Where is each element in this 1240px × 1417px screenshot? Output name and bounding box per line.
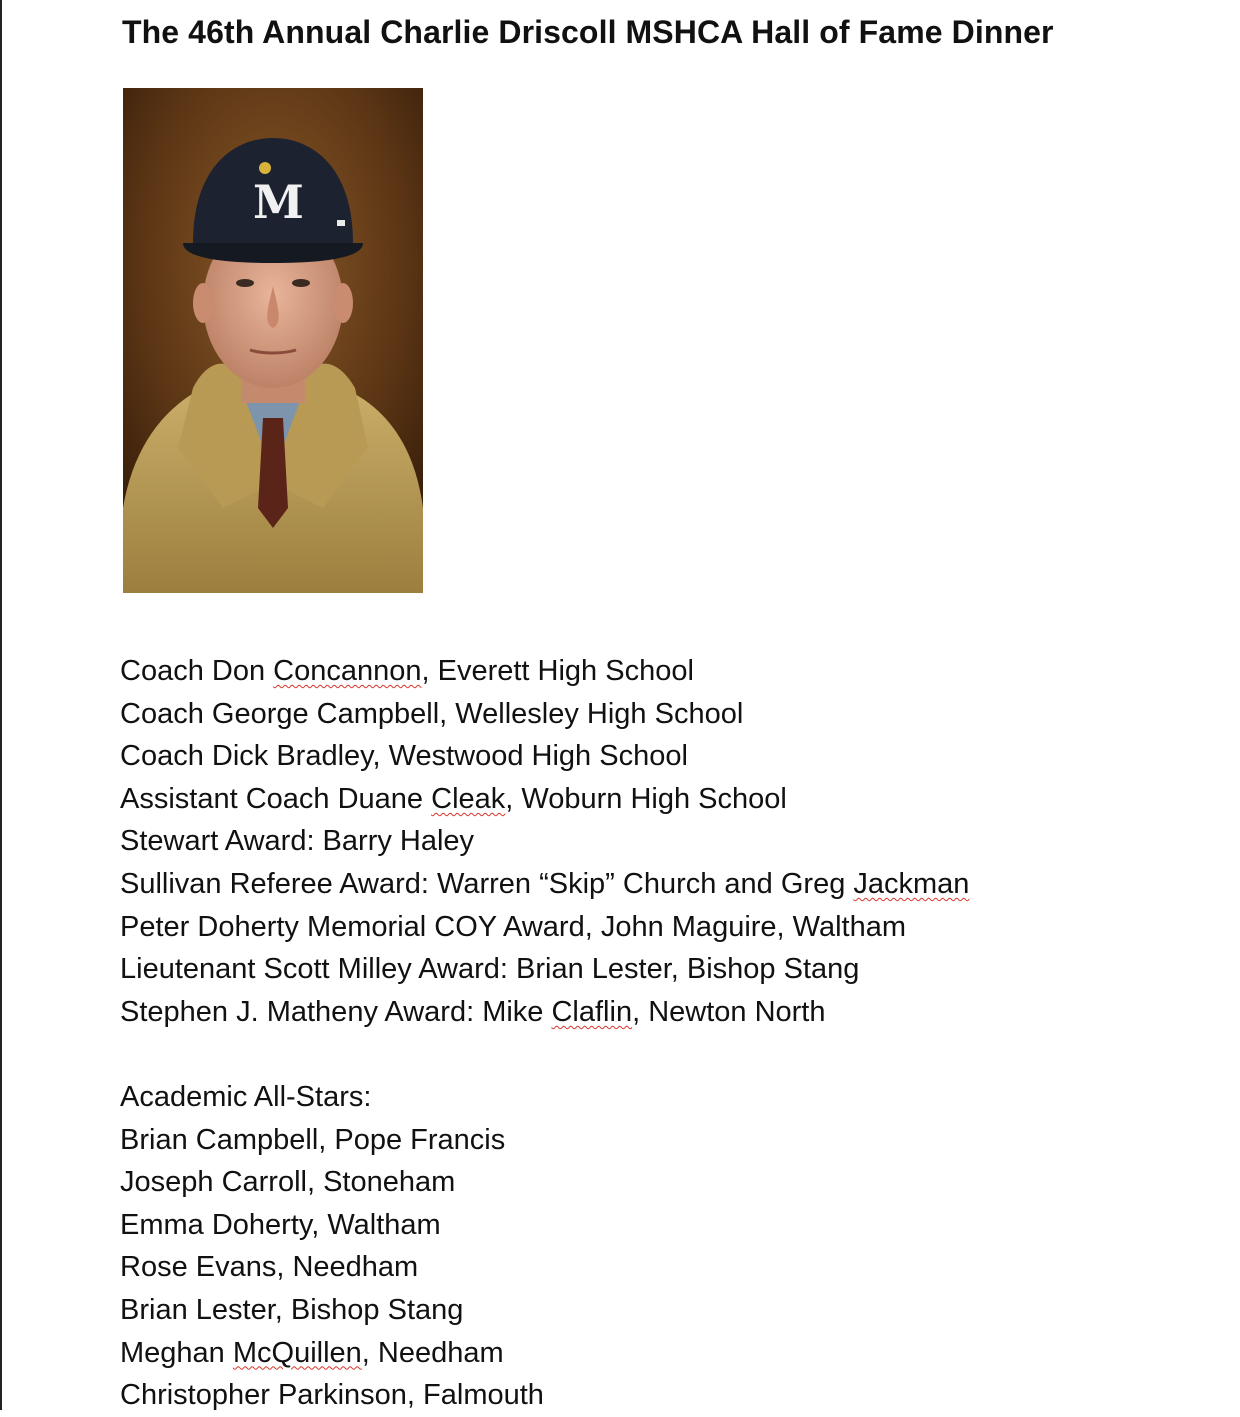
allstar-line-5: Brian Lester, Bishop Stang <box>120 1293 464 1326</box>
allstar-line-4: Rose Evans, Needham <box>120 1251 419 1284</box>
allstar-line-6: Meghan McQuillen, Needham <box>120 1336 504 1369</box>
spellcheck-word: Cleak <box>431 782 506 815</box>
spellcheck-word: Claflin <box>551 995 633 1028</box>
spellcheck-word: McQuillen <box>232 1336 362 1369</box>
award-line-5: Stewart Award: Barry Haley <box>120 825 475 858</box>
allstars-heading: Academic All-Stars: <box>120 1081 372 1113</box>
academic-allstars-list <box>120 1076 544 1417</box>
spellcheck-word: Concannon <box>273 655 422 687</box>
allstar-line-1: Brian Campbell, Pope Francis <box>120 1123 506 1156</box>
award-line-2: Coach George Campbell, Wellesley High School <box>120 697 744 730</box>
page-left-border <box>0 0 2 1410</box>
cap-logo-letter: M <box>253 175 304 229</box>
award-list <box>120 650 969 1033</box>
award-line-7: Peter Doherty Memorial COY Award, John Maguire, Waltham <box>120 910 907 943</box>
award-line-1: Coach Don Concannon, Everett High School <box>120 655 694 687</box>
award-line-9: Stephen J. Matheny Award: Mike Claflin, Newton North <box>120 995 826 1028</box>
allstar-line-3: Emma Doherty, Waltham <box>120 1208 441 1241</box>
award-line-6: Sullivan Referee Award: Warren “Skip” Church and Greg Jackman <box>120 867 970 900</box>
award-line-4: Assistant Coach Duane Cleak, Woburn High School <box>120 782 787 815</box>
coach-portrait-photo <box>123 88 423 593</box>
allstar-line-2: Joseph Carroll, Stoneham <box>120 1166 456 1199</box>
allstar-line-7: Christopher Parkinson, Falmouth <box>120 1379 544 1412</box>
spellcheck-word: Jackman <box>853 867 970 900</box>
award-line-8: Lieutenant Scott Milley Award: Brian Lester, Bishop Stang <box>120 953 860 986</box>
document-title: The 46th Annual Charlie Driscoll MSHCA Hall of Fame Dinner <box>122 14 1054 50</box>
award-line-3: Coach Dick Bradley, Westwood High School <box>120 740 688 773</box>
